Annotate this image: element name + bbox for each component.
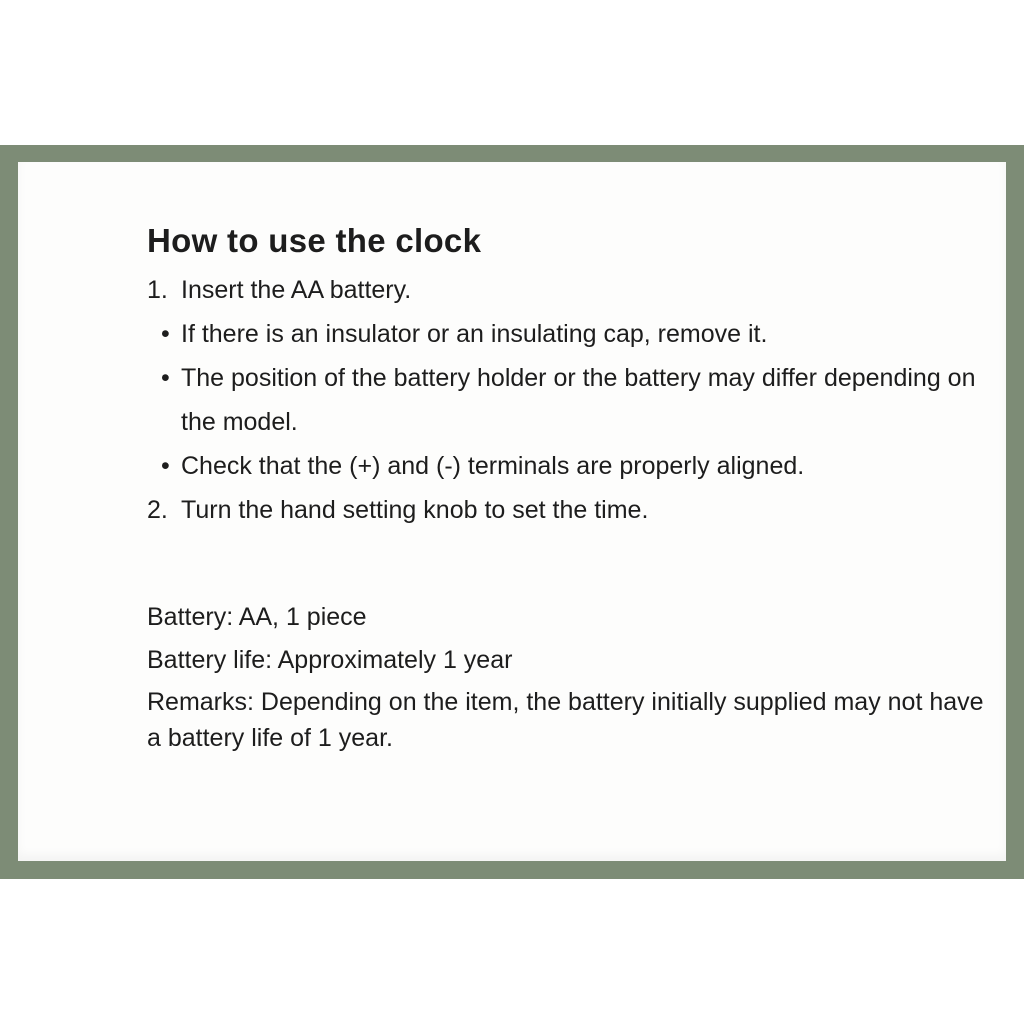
instruction-card [18, 162, 1006, 861]
bullet-item [147, 444, 987, 488]
bullet-text: The position of the battery holder or the battery may differ depending on the model. [181, 364, 976, 436]
bullet-dot-icon: • [161, 320, 170, 348]
battery-life-spec: Battery life: Approximately 1 year [147, 646, 513, 674]
battery-spec: Battery: AA, 1 piece [147, 603, 367, 631]
bullet-text: If there is an insulator or an insulating cap, remove it. [181, 320, 768, 348]
step-item [147, 488, 987, 532]
remarks: Remarks: Depending on the item, the battery initially supplied may not have a battery life of 1 year. [147, 688, 984, 752]
specifications [147, 596, 987, 756]
step-text: Insert the AA battery. [181, 276, 412, 304]
bullet-dot-icon: • [161, 364, 170, 392]
photo-frame [0, 145, 1024, 879]
bullet-text: Check that the (+) and (-) terminals are properly aligned. [181, 452, 805, 480]
instruction-content [147, 218, 987, 756]
step-item [147, 268, 987, 312]
bullet-item [147, 356, 987, 444]
page-title: How to use the clock [147, 222, 482, 259]
step-text: Turn the hand setting knob to set the time. [181, 496, 649, 524]
bullet-item [147, 312, 987, 356]
step-number: 1. [147, 276, 168, 304]
bullet-dot-icon: • [161, 452, 170, 480]
step-number: 2. [147, 496, 168, 524]
